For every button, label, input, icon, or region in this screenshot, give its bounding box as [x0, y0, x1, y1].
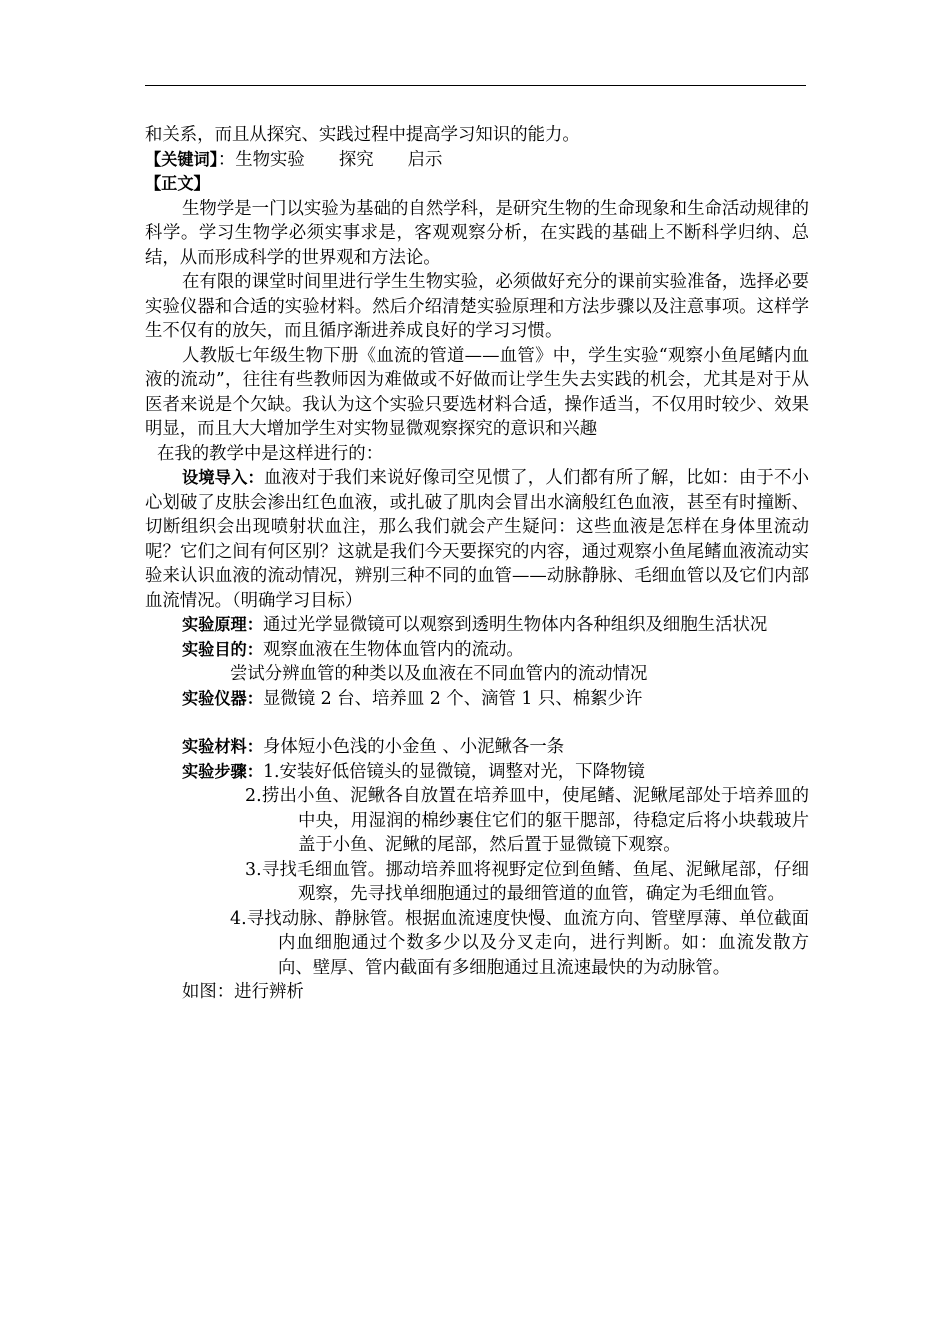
intro-tail-line: 和关系，而且从探究、实践过程中提高学习知识的能力。	[145, 125, 580, 145]
steps-line	[145, 760, 809, 785]
keyword-2: 探究	[338, 149, 374, 170]
paragraph-2: 在有限的课堂时间里进行学生生物实验，必须做好充分的课前实验准备，选择必要实验仪器和合适的实验材料。然后介绍清楚实验原理和方法步骤以及注意事项。这样学生不仅有的放矢，而且循序渐进养成良好的学习习惯。	[145, 272, 809, 341]
instruments-text: 显微镜 2 台、培养皿 2 个、滴管 1 只、棉絮少许	[262, 688, 643, 709]
step-4: 4.寻找动脉、静脉管。根据血流速度快慢、血流方向、管壁厚薄、单位截面内血细胞通过个数多少以及分叉走向，进行判断。如：血流发散方向、壁厚、管内截面有多细胞通过且流速最快的为动脉管。	[230, 908, 809, 978]
paragraph-3: 人教版七年级生物下册《血流的管道——血管》中，学生实验“观察小鱼尾鳍内血液的流动”，往往有些教师因为难做或不好做而让学生失去实践的机会，尤其是对于从医者来说是个欠缺。我认为这个实验只要选材料合适，操作适当，不仅用时较少、效果明显，而且大大增加学生对实物显微观察探究的意识和兴趣	[145, 345, 809, 439]
intro-section-label: 设境导入：	[182, 468, 264, 487]
materials-line	[145, 735, 809, 760]
materials-text: 身体短小色浅的小金鱼 、小泥鳅各一条	[262, 737, 565, 757]
keywords-line	[145, 148, 809, 173]
step-2: 2.捞出小鱼、泥鳅各自放置在培养皿中，使尾鳍、泥鳅尾部处于培养皿的中央，用湿润的棉纱裹住它们的躯干腮部，待稳定后将小块载玻片盖于小鱼、泥鳅的尾部，然后置于显微镜下观察。	[245, 786, 809, 855]
purpose-text-1: 观察血液在生物体血管内的流动。	[262, 639, 524, 660]
keyword-1: 生物实验	[235, 149, 305, 170]
purpose-line-2: 尝试分辨血管的种类以及血液在不同血管内的流动情况	[230, 664, 648, 684]
steps-label: 实验步骤：	[182, 761, 263, 781]
keywords-separator: ：	[217, 149, 236, 170]
materials-label: 实验材料：	[182, 737, 263, 756]
paragraph-1: 生物学是一门以实验为基础的自然学科，是研究生物的生命现象和生命活动规律的科学。学习生物学必须实事求是，客观观察分析，在实践的基础上不断科学归纳、总结，从而形成科学的世界观和方法论。	[145, 198, 809, 268]
keywords-label: 【关键词】	[145, 149, 218, 169]
paragraph-4: 在我的教学中是这样进行的：	[157, 443, 384, 464]
principle-text: 通过光学显微镜可以观察到透明生物体内各种组织及细胞生活状况	[262, 615, 768, 635]
header-rule	[145, 85, 806, 86]
keyword-3: 启示	[407, 149, 443, 170]
figure-note: 如图：进行辨析	[182, 982, 304, 1002]
intro-section	[145, 466, 809, 613]
intro-section-text: 血液对于我们来说好像司空见惯了，人们都有所了解，比如：由于不小心划破了皮肤会渗出红色血液，或扎破了肌肉会冒出水滴般红色血液，甚至有时撞断、切断组织会出现喷射状血注，那么我们就会产生疑问：这些血液是怎样在身体里流动呢？它们之间有何区别？这就是我们今天要探究的内容，通过观察小鱼尾鳍血液流动实验来认识血液的流动情况，辨别三种不同的血管——动脉静脉、毛细血管以及它们内部血流情况。（明确学习目标）	[145, 468, 809, 611]
principle-label: 实验原理：	[182, 615, 263, 634]
purpose-line	[145, 638, 809, 663]
document-body	[145, 123, 809, 1005]
body-label: 【正文】	[145, 174, 210, 193]
principle-line	[145, 613, 809, 638]
purpose-label: 实验目的：	[182, 639, 263, 659]
step-3: 3.寻找毛细血管。挪动培养皿将视野定位到鱼鳍、鱼尾、泥鳅尾部，仔细观察，先寻找单细胞通过的最细管道的血管，确定为毛细血管。	[245, 859, 809, 904]
instruments-label: 实验仪器：	[182, 688, 263, 708]
instruments-line	[145, 687, 809, 712]
step-1: 1.安装好低倍镜头的显微镜，调整对光，下降物镜	[262, 761, 645, 782]
